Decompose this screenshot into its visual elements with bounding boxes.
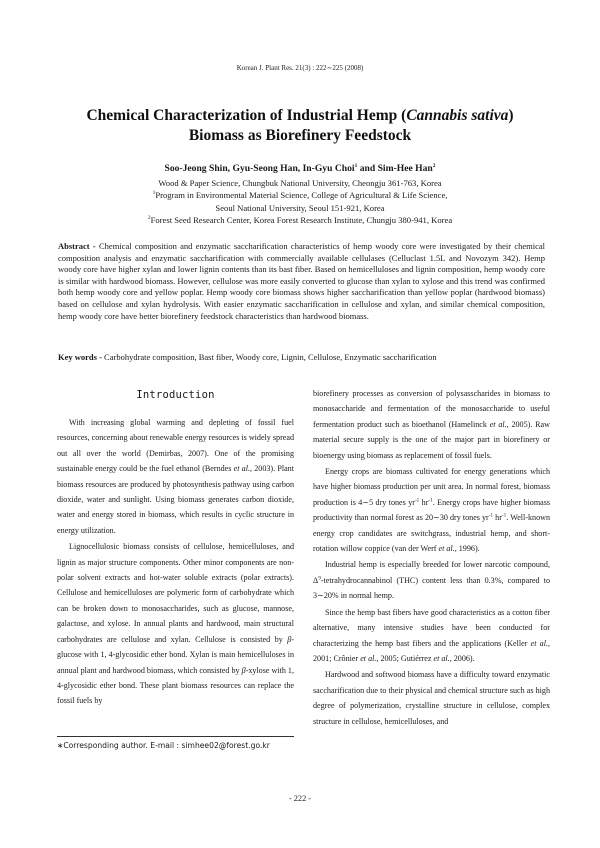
abstract-text: Chemical composition and enzymatic saccharification characteristics of hemp woody core were investigated by their chemical composition analysis and enzymatic saccharification with commercially available cellulases (Celluclast 1.5L and Novozym 342). Hemp woody core have higher xylan and lower lignin contents than its bast fiber. Based on hemicelluloses and lignin composition, hemp woody core is similar with hardwood biomass. However, cellulose was more easily converted to glucose than xylan to xylose and this trend was confirmed both hemp woody core and yellow poplar. Hemp woody core biomass shows higher saccharification than yellow poplar (hardwood biomass) based on cellulose and xylan hydrolysis. With easier enzymatic saccharification in cellulose and xylan, and similar chemical composition, hemp woody core have better biorefinery feedstock characteristics than hardwood biomass. bbox=[58, 241, 545, 321]
affiliation-1-cont: Seoul National University, Seoul 151-921, Korea bbox=[215, 202, 385, 213]
title-line1: Chemical Characterization of Industrial Hemp (Cannabis sativa) bbox=[86, 107, 514, 124]
keywords bbox=[58, 352, 545, 364]
paragraph: With increasing global warming and depleting of fossil fuel resources, concerning about renewable energy resources is widely spread out all over the world (Demirbas, 2007). One of the promising sustainable energy could be the fuel ethanol (Berndes et al., 2003). Plant biomass resources are produced by photosynthesis pathway using carbon dioxide, water and sunlight. Using biomass generates carbon dioxide, water and energy stored in biomass, which results in cyclic structure in energy utilization. bbox=[57, 418, 294, 535]
affiliations bbox=[60, 177, 540, 226]
species-name: Cannabis sativa bbox=[406, 107, 509, 124]
paragraph: biorefinery processes as conversion of polysasscharides in biomass to monosaccharide and fermentation of the monosaccharide to useful fermentation product such as bioethanol (Hamelinck et al., 2005). Raw material secure supply is the one of the major part in biorefinery or bioenergy using biomass as replacement of fossil fuels. bbox=[313, 389, 550, 460]
author-list: Soo-Jeong Shin, Gyu-Seong Han, In-Gyu Choi$^1$ and Sim-Hee Han$^2$ bbox=[164, 162, 436, 174]
paragraph: Industrial hemp is especially breeded for lower narcotic compound, $\Delta^9$-tetrahydrocannabinol (THC) content less than 0.3%, compared to 3∼20% in normal hemp. bbox=[313, 560, 550, 601]
affiliation-1: $^1$Program in Environmental Material Science, College of Agricultural & Life Science, bbox=[152, 190, 448, 201]
abstract-label: Abstract - bbox=[58, 241, 96, 251]
left-column bbox=[57, 388, 294, 710]
running-head: Korean J. Plant Res. 21(3) : 222∼225 (2008) bbox=[236, 64, 364, 72]
affiliation-0: Wood & Paper Science, Chungbuk National University, Cheongju 361-763, Korea bbox=[158, 178, 442, 188]
abstract bbox=[58, 241, 545, 322]
right-column bbox=[313, 386, 550, 730]
corresponding-author-footnote: ∗Corresponding author. E-mail : simhee02@forest.go.kr bbox=[57, 741, 270, 750]
keywords-label: Key words - bbox=[58, 352, 102, 362]
footnote-divider bbox=[57, 736, 294, 737]
page-number: - 222 - bbox=[288, 794, 312, 803]
paragraph: Lignocellulosic biomass consists of cellulose, hemicelluloses, and lignin as major structure components. Other minor components are non-polar solvent extracts and hot-water soluble extracts (polar extracts). Cellulose and hemicelluloses are polymeric form of carbohydrate which can be broken down to monosaccharides, such as glucose, mannose, galactose, and xylose. In annual plants and hardwood, main structural carbohydrates are cellulose and xylan. Cellulose is consisted by β-glucose with 1, 4-glycosidic ether bond. Xylan is main hemicelluloses in annual plant and hardwood biomass, which consisted by β-xylose with 1, 4-glycosidic ether bond. These plant biomass resources can replace the fossil fuels by bbox=[57, 542, 294, 706]
paper-title bbox=[60, 106, 540, 146]
paragraph: Hardwood and softwood biomass have a difficulty toward enzymatic saccharification due to their physical and chemical structure such as high degree of polymerization, crystalline structure in cellulose, complex structure in cellulose, hemicelluloses, and bbox=[313, 670, 550, 726]
affiliation-2: $^2$Forest Seed Research Center, Korea Forest Research Institute, Chungju 380-941, Korea bbox=[147, 214, 453, 225]
paragraph: Energy crops are biomass cultivated for energy generations which have higher biomass production per unit area. In normal forest, biomass production is 4∼5 dry tones $yr^{-1}$ $hr^{-1}$. Energy crops have higher biomass productivity than normal forest as 20∼30 dry tones $yr^{-1}$ $hr^{-1}$. Well-known energy crop candidates are switchgrass, industrial hemp, and short-rotation willow coppice (van der Werf et al., 1996). bbox=[313, 467, 551, 554]
title-line2: Biomass as Biorefinery Feedstock bbox=[188, 127, 412, 144]
paragraph: Since the hemp bast fibers have good characteristics as a cotton fiber alternative, many intensive studies have been conducted for characterizing the hemp bast fibers and the applications (Keller et al., 2001; Crônier et al., 2005; Gutiérrez et al., 2006). bbox=[313, 607, 551, 663]
section-heading-introduction: Introduction bbox=[136, 389, 215, 401]
keywords-text: Carbohydrate composition, Bast fiber, Woody core, Lignin, Cellulose, Enzymatic saccharification bbox=[101, 352, 437, 362]
